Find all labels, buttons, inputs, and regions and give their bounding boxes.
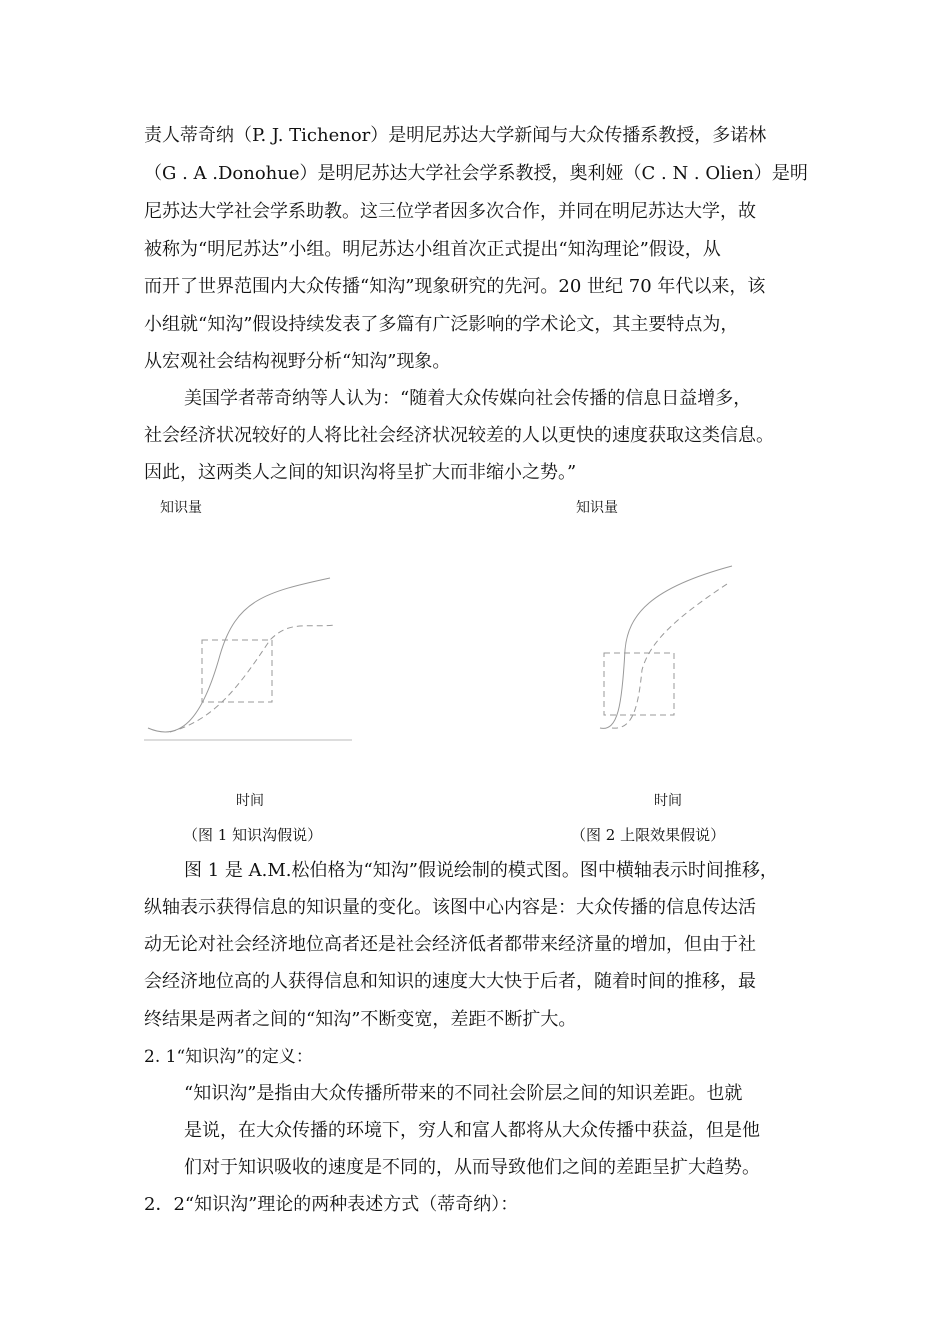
figure-1-diagram	[140, 570, 360, 750]
figure-1-low-ses-curve	[170, 625, 335, 732]
text-line: 尼苏达大学社会学系助教。这三位学者因多次合作，并同在明尼苏达大学，故	[144, 201, 756, 222]
section-2-1-heading: 2. 1“知识沟”的定义：	[144, 1047, 313, 1067]
text-line: 图 1 是 A.M.松伯格为“知沟”假说绘制的模式图。图中横轴表示时间推移，	[184, 860, 778, 881]
figure-1-caption: （图 1 知识沟假说）	[183, 826, 323, 844]
text-line: 从宏观社会结构视野分析“知沟”现象。	[144, 351, 451, 372]
text-line: 被称为“明尼苏达”小组。明尼苏达小组首次正式提出“知沟理论”假设，从	[144, 239, 721, 260]
figure-2-caption: （图 2 上限效果假说）	[571, 826, 726, 844]
text-line: 动无论对社会经济地位高者还是社会经济低者都带来经济量的增加，但由于社	[144, 934, 756, 955]
figure-1-x-label: 时间	[236, 793, 264, 809]
text-line: 小组就“知沟”假设持续发表了多篇有广泛影响的学术论文，其主要特点为，	[144, 314, 739, 335]
figure-1-high-ses-curve	[148, 578, 330, 732]
text-line: （G . A .Donohue）是明尼苏达大学社会学系教授，奥利娅（C . N . Olien）是明	[144, 163, 808, 184]
figure-2-high-ses-curve	[600, 566, 732, 728]
text-line: 社会经济状况较好的人将比社会经济状况较差的人以更快的速度获取这类信息。	[144, 425, 774, 446]
figure-2-y-label: 知识量	[576, 500, 618, 516]
text-line: 美国学者蒂奇纳等人认为：“随着大众传媒向社会传播的信息日益增多，	[184, 388, 752, 409]
section-2-2-heading: 2．2“知识沟”理论的两种表述方式（蒂奇纳）：	[144, 1194, 519, 1215]
figure-2-diagram	[590, 560, 750, 740]
text-line: 纵轴表示获得信息的知识量的变化。该图中心内容是：大众传播的信息传达活	[144, 897, 756, 918]
figure-2-x-label: 时间	[654, 793, 682, 809]
text-line: 责人蒂奇纳（P. J. Tichenor）是明尼苏达大学新闻与大众传播系教授，多诺林	[144, 125, 767, 146]
text-line: 而开了世界范围内大众传播“知沟”现象研究的先河。20 世纪 70 年代以来，该	[144, 276, 766, 297]
text-line: 是说，在大众传播的环境下，穷人和富人都将从大众传播中获益，但是他	[184, 1120, 760, 1141]
figure-2-low-ses-curve	[612, 582, 730, 728]
text-line: 会经济地位高的人获得信息和知识的速度大大快于后者，随着时间的推移，最	[144, 971, 756, 992]
figure-1-gap-box	[202, 640, 272, 702]
text-line: “知识沟”是指由大众传播所带来的不同社会阶层之间的知识差距。也就	[184, 1083, 743, 1104]
figure-2-gap-box	[604, 653, 674, 715]
figure-1-y-label: 知识量	[160, 500, 202, 516]
text-line: 因此，这两类人之间的知识沟将呈扩大而非缩小之势。”	[144, 462, 577, 483]
text-line: 们对于知识吸收的速度是不同的，从而导致他们之间的差距呈扩大趋势。	[184, 1157, 760, 1178]
text-line: 终结果是两者之间的“知沟”不断变宽，差距不断扩大。	[144, 1009, 577, 1030]
